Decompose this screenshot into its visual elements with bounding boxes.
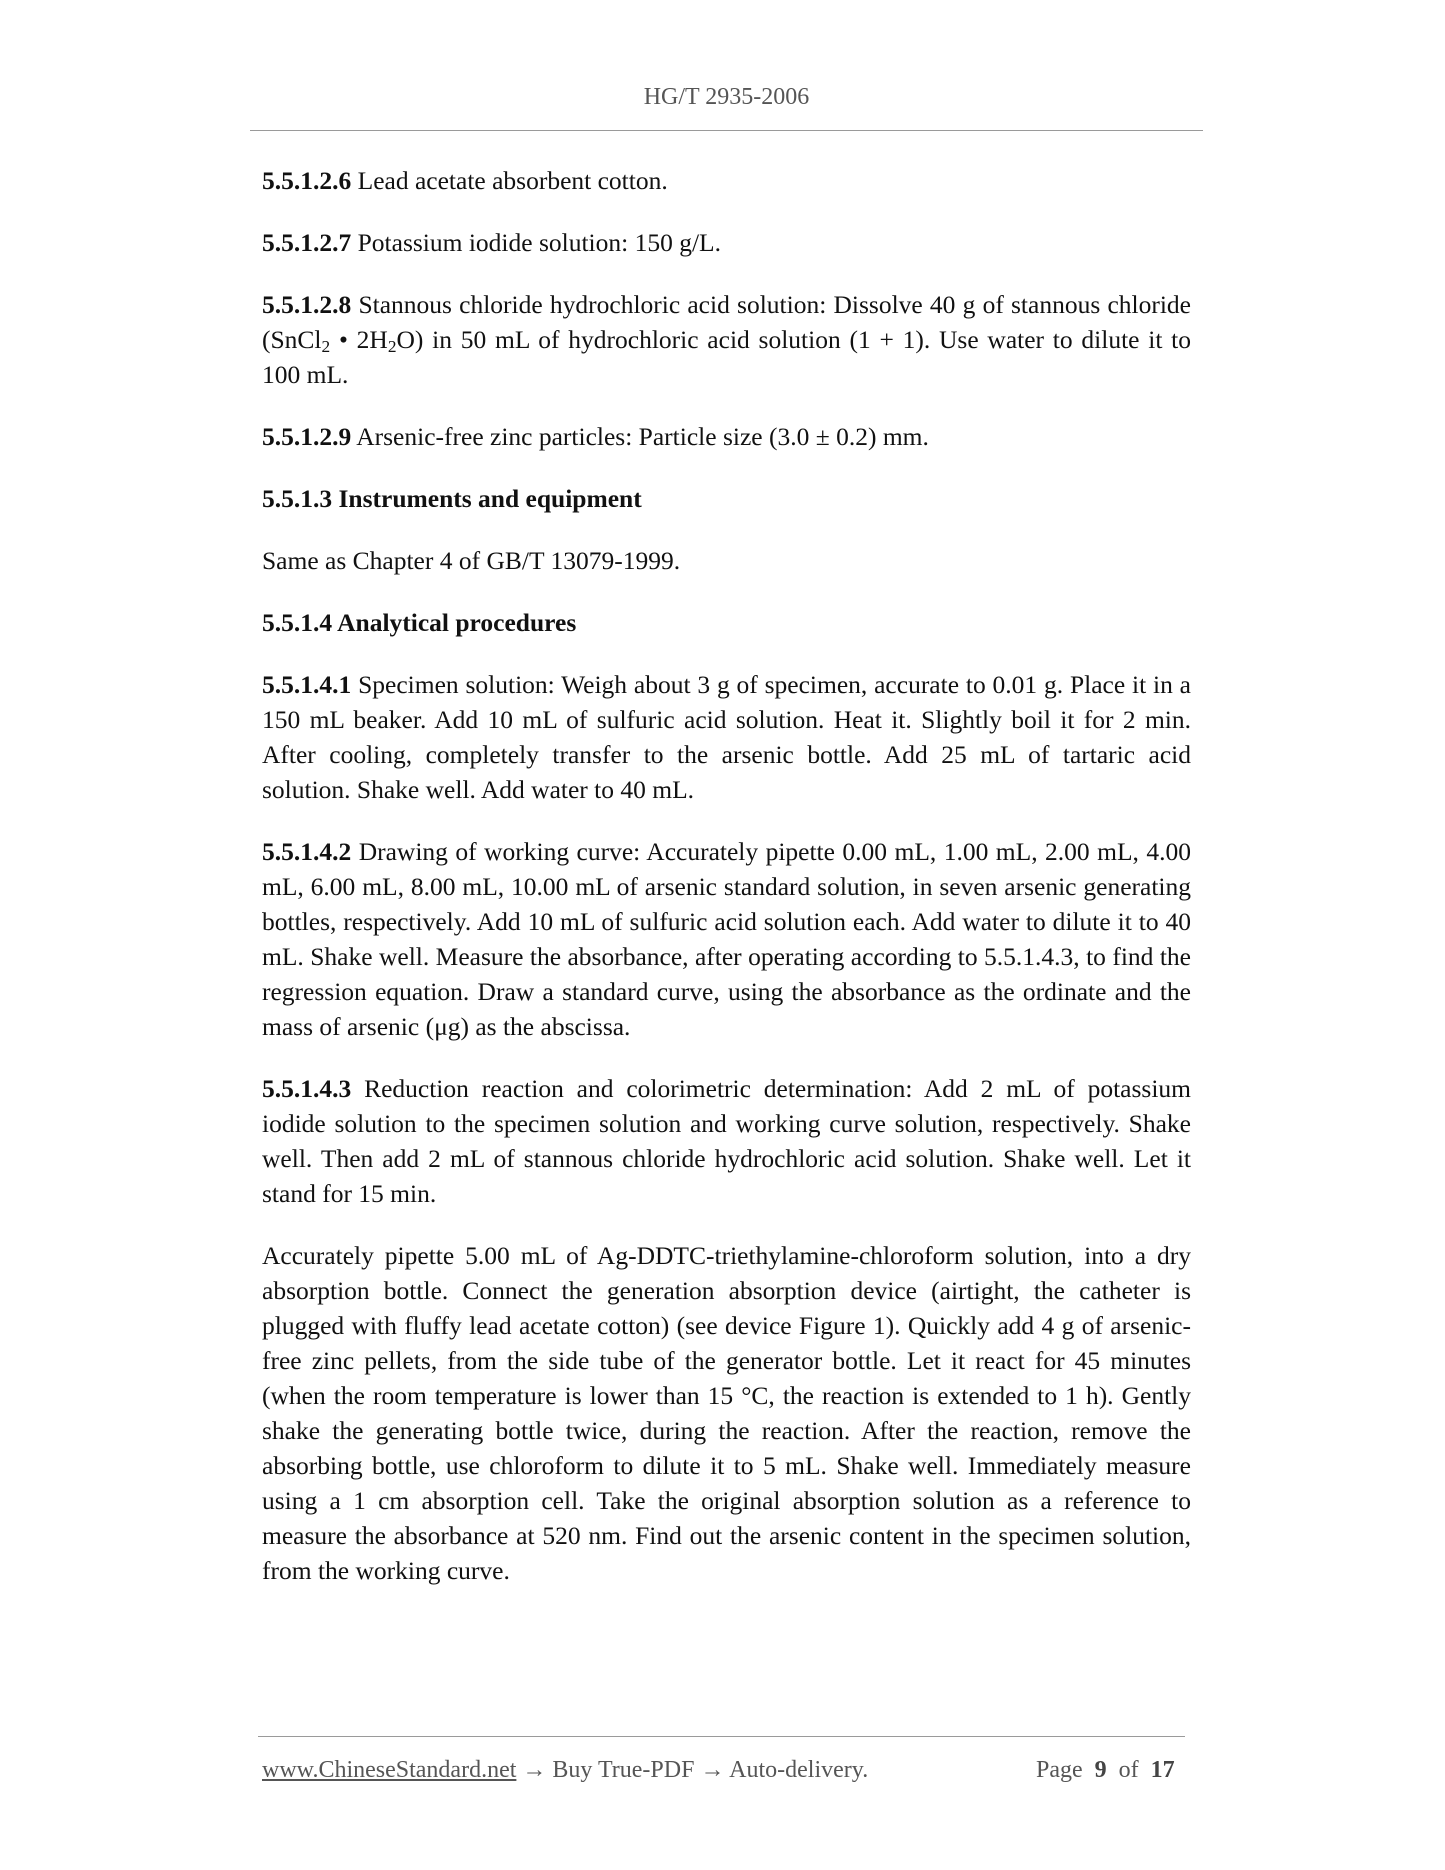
document-header — [250, 84, 1203, 111]
total-page-count: 17 — [1150, 1757, 1175, 1783]
auto-delivery-text: Auto-delivery. — [729, 1757, 869, 1783]
document-body — [262, 163, 1191, 1615]
clause-text: Lead acetate absorbent cotton. — [351, 166, 668, 195]
clause-number: 5.5.1.4.1 — [262, 670, 352, 699]
clause-5-5-1-4-1 — [262, 667, 1191, 807]
clause-5-5-1-4-3 — [262, 1071, 1191, 1211]
subscript: 2 — [387, 336, 397, 356]
paragraph-pipette-procedure: Accurately pipette 5.00 mL of Ag-DDTC-triethylamine-chloroform solution, into a dry absorption bottle. Connect the generation absorption device (airtight, the catheter is plugged with fluffy lead acetate cotton) (see device Figure 1). Quickly add 4 g of arsenic-free zinc pellets, from the side tube of the generator bottle. Let it react for 45 minutes (when the room temperature is lower than 15 °C, the reaction is extended to 1 h). Gently shake the generating bottle twice, during the reaction. After the reaction, remove the absorbing bottle, use chloroform to dilute it to 5 mL. Shake well. Immediately measure using a 1 cm absorption cell. Take the original absorption solution as a reference to measure the absorbance at 520 nm. Find out the arsenic content in the specimen solution, from the working curve. — [262, 1241, 1191, 1585]
clause-5-5-1-2-6 — [262, 163, 1191, 198]
clause-5-5-1-2-8 — [262, 287, 1191, 392]
clause-text: Drawing of working curve: Accurately pipette 0.00 mL, 1.00 mL, 2.00 mL, 4.00 mL, 6.00 mL, 8.00 mL, 10.00 mL of arsenic standard solution, in seven arsenic generating bottles, respectively. Add 10 mL of sulfuric acid solution each. Add water to dilute it to 40 mL. Shake well. Measure the absorbance, after operating according to 5.5.1.4.3, to find the regression equation. Draw a standard curve, using the absorbance as the ordinate and the mass of arsenic (μg) as the abscissa. — [262, 837, 1191, 1041]
clause-text: Potassium iodide solution: 150 g/L. — [351, 228, 722, 257]
page-indicator — [1036, 1757, 1175, 1784]
section-heading-instruments: 5.5.1.3 Instruments and equipment — [262, 484, 642, 513]
subscript: 2 — [321, 336, 331, 356]
arrow-icon: → — [522, 1757, 547, 1783]
clause-text: Stannous chloride hydrochloric acid solution: Dissolve 40 g of stannous chloride (SnCl — [262, 290, 1191, 354]
clause-number: 5.5.1.4.3 — [262, 1074, 352, 1103]
standard-id: HG/T 2935-2006 — [643, 84, 810, 110]
website-link[interactable]: www.ChineseStandard.net — [262, 1757, 517, 1783]
clause-number: 5.5.1.4.2 — [262, 837, 352, 866]
clause-number: 5.5.1.2.8 — [262, 290, 352, 319]
arrow-icon: → — [700, 1757, 725, 1783]
footer-divider — [258, 1736, 1185, 1737]
clause-text: Reduction reaction and colorimetric determination: Add 2 mL of potassium iodide solution to the specimen solution and working curve solution, respectively. Shake well. Then add 2 mL of stannous chloride hydrochloric acid solution. Shake well. Let it stand for 15 min. — [262, 1074, 1191, 1208]
page-label: Page — [1036, 1757, 1083, 1783]
paragraph-same-as-chapter: Same as Chapter 4 of GB/T 13079-1999. — [262, 546, 681, 575]
clause-number: 5.5.1.2.6 — [262, 166, 352, 195]
header-divider — [250, 130, 1203, 131]
current-page-number: 9 — [1094, 1757, 1107, 1783]
of-label: of — [1118, 1757, 1139, 1783]
clause-5-5-1-4-2 — [262, 834, 1191, 1044]
clause-text: O) in 50 mL of hydrochloric acid solution (1 + 1). Use water to dilute it to 100 mL. — [262, 325, 1192, 389]
buy-true-pdf-text: Buy True-PDF — [552, 1757, 695, 1783]
footer-promo — [262, 1757, 868, 1784]
clause-text: • 2H — [330, 325, 388, 354]
clause-5-5-1-2-7 — [262, 225, 1191, 260]
clause-text: Arsenic-free zinc particles: Particle size (3.0 ± 0.2) mm. — [351, 422, 929, 451]
clause-number: 5.5.1.2.7 — [262, 228, 352, 257]
clause-number: 5.5.1.2.9 — [262, 422, 352, 451]
clause-5-5-1-2-9 — [262, 419, 1191, 454]
section-heading-procedures: 5.5.1.4 Analytical procedures — [262, 608, 577, 637]
clause-text: Specimen solution: Weigh about 3 g of specimen, accurate to 0.01 g. Place it in a 150 mL beaker. Add 10 mL of sulfuric acid solution. Heat it. Slightly boil it for 2 min. After cooling, completely transfer to the arsenic bottle. Add 25 mL of tartaric acid solution. Shake well. Add water to 40 mL. — [262, 670, 1191, 804]
